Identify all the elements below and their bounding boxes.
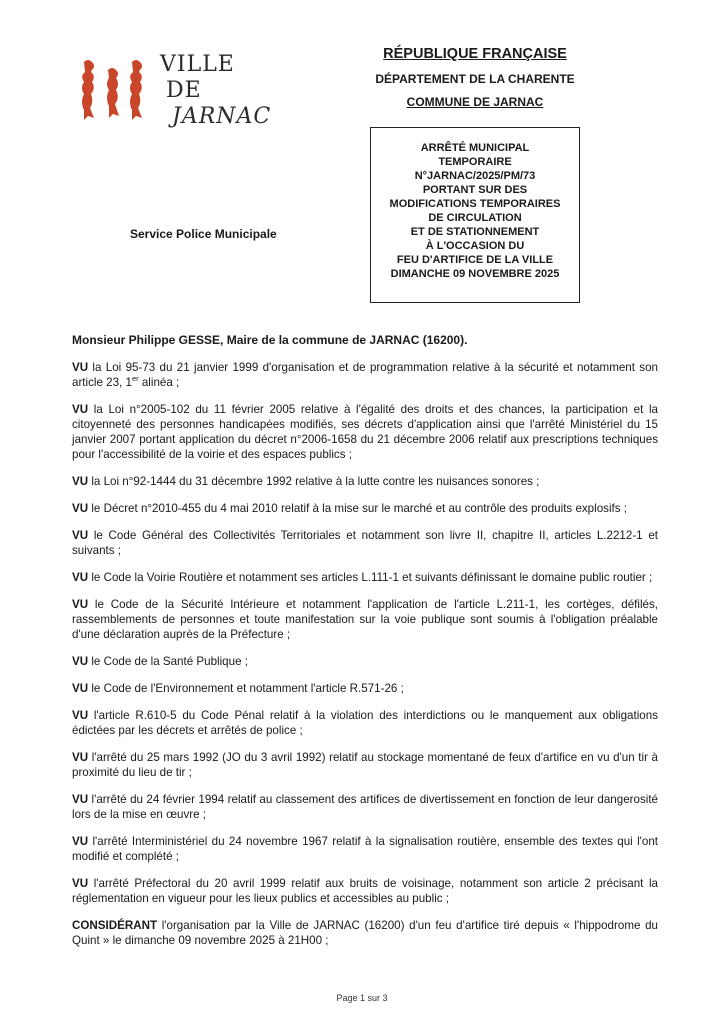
decree-title-line: ARRÊTÉ MUNICIPAL <box>420 142 530 154</box>
paragraph-keyword: VU <box>72 655 89 668</box>
paragraph-keyword: VU <box>72 529 89 542</box>
document-header <box>360 46 590 109</box>
paragraph-text: le Code de la Sécurité Intérieure et notamment l'application de l'article L.211-1, les cortèges, défilés, rassemblements de personnes et toute manifestation sur la voie publique sont soumis à l'obligation préalable d'une déclaration auprès de la Préfecture ; <box>72 598 658 641</box>
legal-basis-paragraph <box>72 876 658 906</box>
legal-basis-paragraph <box>72 528 658 558</box>
decree-date: DIMANCHE 09 NOVEMBRE 2025 <box>390 268 560 280</box>
paragraph-text: le Code de l'Environnement et notamment l'article R.571-26 ; <box>88 682 404 695</box>
paragraph-text: le Décret n°2010-455 du 4 mai 2010 relatif à la mise sur le marché et au contrôle des produits explosifs ; <box>88 502 627 515</box>
paragraph-keyword: VU <box>72 751 89 764</box>
paragraph-keyword: VU <box>72 835 89 848</box>
decree-body <box>72 333 658 960</box>
paragraph-text: le Code Général des Collectivités Territoriales et notamment son livre II, chapitre II, articles L.2212-1 et suivants ; <box>72 529 658 557</box>
ordinal: 1 <box>125 376 132 389</box>
decree-title-line: TEMPORAIRE <box>438 156 512 168</box>
paragraph-keyword: VU <box>72 571 89 584</box>
paragraph-keyword: VU <box>72 361 89 374</box>
considering-paragraph <box>72 918 658 948</box>
paragraph-keyword: VU <box>72 403 89 416</box>
paragraph-text: la Loi n°2005-102 du 11 février 2005 relative à l'égalité des droits et des chances, la participation et la citoyenneté des personnes handicapées modifiés, ses décrets d'application ainsi que l'arrêté Ministériel du 15 janvier 2007 portant application du décret n°2006-1658 du 21 décembre 2006 relatif aux prescriptions techniques pour l'accessibilité de la voirie et des espaces publics ; <box>72 403 658 461</box>
paragraph-text: l'arrêté Interministériel du 24 novembre 1967 relatif à la signalisation routière, ensemble des textes qui l'ont modifié et complété ; <box>72 835 658 863</box>
paragraph-keyword: VU <box>72 682 89 695</box>
paragraph-tail: alinéa ; <box>138 376 180 389</box>
legal-basis-paragraph <box>72 792 658 822</box>
paragraph-keyword: VU <box>72 793 89 806</box>
paragraph-text: le Code la Voirie Routière et notamment ses articles L.111-1 et suivants définissant le domaine public routier ; <box>88 571 653 584</box>
page-number: Page 1 sur 3 <box>336 993 388 1003</box>
paragraph-text: l'arrêté Préfectoral du 20 avril 1999 relatif aux bruits de voisinage, notamment son article 2 précisant la réglementation en vigueur pour les lieux publics et accessibles au public ; <box>72 877 658 905</box>
paragraph-text: l'organisation par la Ville de JARNAC (16200) d'un feu d'artifice tiré depuis « l'hippodrome du Quint » le dimanche 09 novembre 2025 à 21H00 ; <box>72 919 658 947</box>
legal-basis-paragraph <box>72 708 658 738</box>
legal-basis-paragraph <box>72 402 658 462</box>
paragraph-keyword: VU <box>72 475 89 488</box>
decree-title-line: MODIFICATIONS TEMPORAIRES <box>389 198 561 210</box>
department-title: DÉPARTEMENT DE LA CHARENTE <box>375 72 575 86</box>
legal-basis-paragraph <box>72 501 658 516</box>
commune-title: COMMUNE DE JARNAC <box>406 95 544 109</box>
paragraph-text: la Loi n°92-1444 du 31 décembre 1992 relative à la lutte contre les nuisances sonores ; <box>88 475 540 488</box>
paragraph-keyword: VU <box>72 877 89 890</box>
legal-basis-paragraph <box>72 570 658 585</box>
decree-title-line: FEU D'ARTIFICE DE LA VILLE <box>396 254 554 266</box>
paragraph-text: l'arrêté du 25 mars 1992 (JO du 3 avril 1992) relatif au stockage momentané de feux d'artifice en vu d'un tir à proximité du lieu de tir ; <box>72 751 658 779</box>
logo-line-1: VILLE <box>160 52 235 77</box>
legal-basis-paragraph <box>72 654 658 669</box>
logo-line-3: JARNAC <box>172 104 272 129</box>
paragraph-keyword: VU <box>72 502 89 515</box>
paragraph-keyword: VU <box>72 598 89 611</box>
ordinal-suffix: er <box>131 374 139 384</box>
decree-title-line: PORTANT SUR DES <box>422 184 528 196</box>
legal-basis-paragraph <box>72 750 658 780</box>
decree-number: N°JARNAC/2025/PM/73 <box>414 170 536 182</box>
fish-emblem-icon <box>78 58 158 124</box>
decree-title-line: ET DE STATIONNEMENT <box>410 226 540 238</box>
legal-basis-paragraph <box>72 597 658 642</box>
logo-line-2: DE <box>166 78 202 103</box>
mayor-intro: Monsieur Philippe GESSE, Maire de la commune de JARNAC (16200). <box>72 333 468 347</box>
decree-title-line: À L'OCCASION DU <box>425 240 525 252</box>
legal-basis-paragraph <box>72 834 658 864</box>
paragraph-keyword: CONSIDÉRANT <box>72 919 158 932</box>
paragraph-text: la Loi 95-73 du 21 janvier 1999 d'organisation et de programmation relative à la sécurité et notamment son article 23, <box>72 361 658 389</box>
paragraph-text: l'article R.610-5 du Code Pénal relatif à la violation des interdictions ou le manquement aux obligations édictées par les décrets et arrêtés de police ; <box>72 709 658 737</box>
legal-basis-paragraph <box>72 681 658 696</box>
paragraph-text: l'arrêté du 24 février 1994 relatif au classement des artifices de divertissement en fonction de leur dangerosité lors de la mise en œuvre ; <box>72 793 658 821</box>
city-logo <box>78 52 272 142</box>
decree-title-line: DE CIRCULATION <box>428 212 522 224</box>
service-name: Service Police Municipale <box>130 227 277 241</box>
decree-title-box <box>370 127 580 303</box>
republic-title: RÉPUBLIQUE FRANÇAISE <box>383 46 567 62</box>
legal-basis-paragraph <box>72 360 658 390</box>
paragraph-keyword: VU <box>72 709 89 722</box>
paragraph-text: le Code de la Santé Publique ; <box>88 655 248 668</box>
legal-basis-paragraph <box>72 474 658 489</box>
